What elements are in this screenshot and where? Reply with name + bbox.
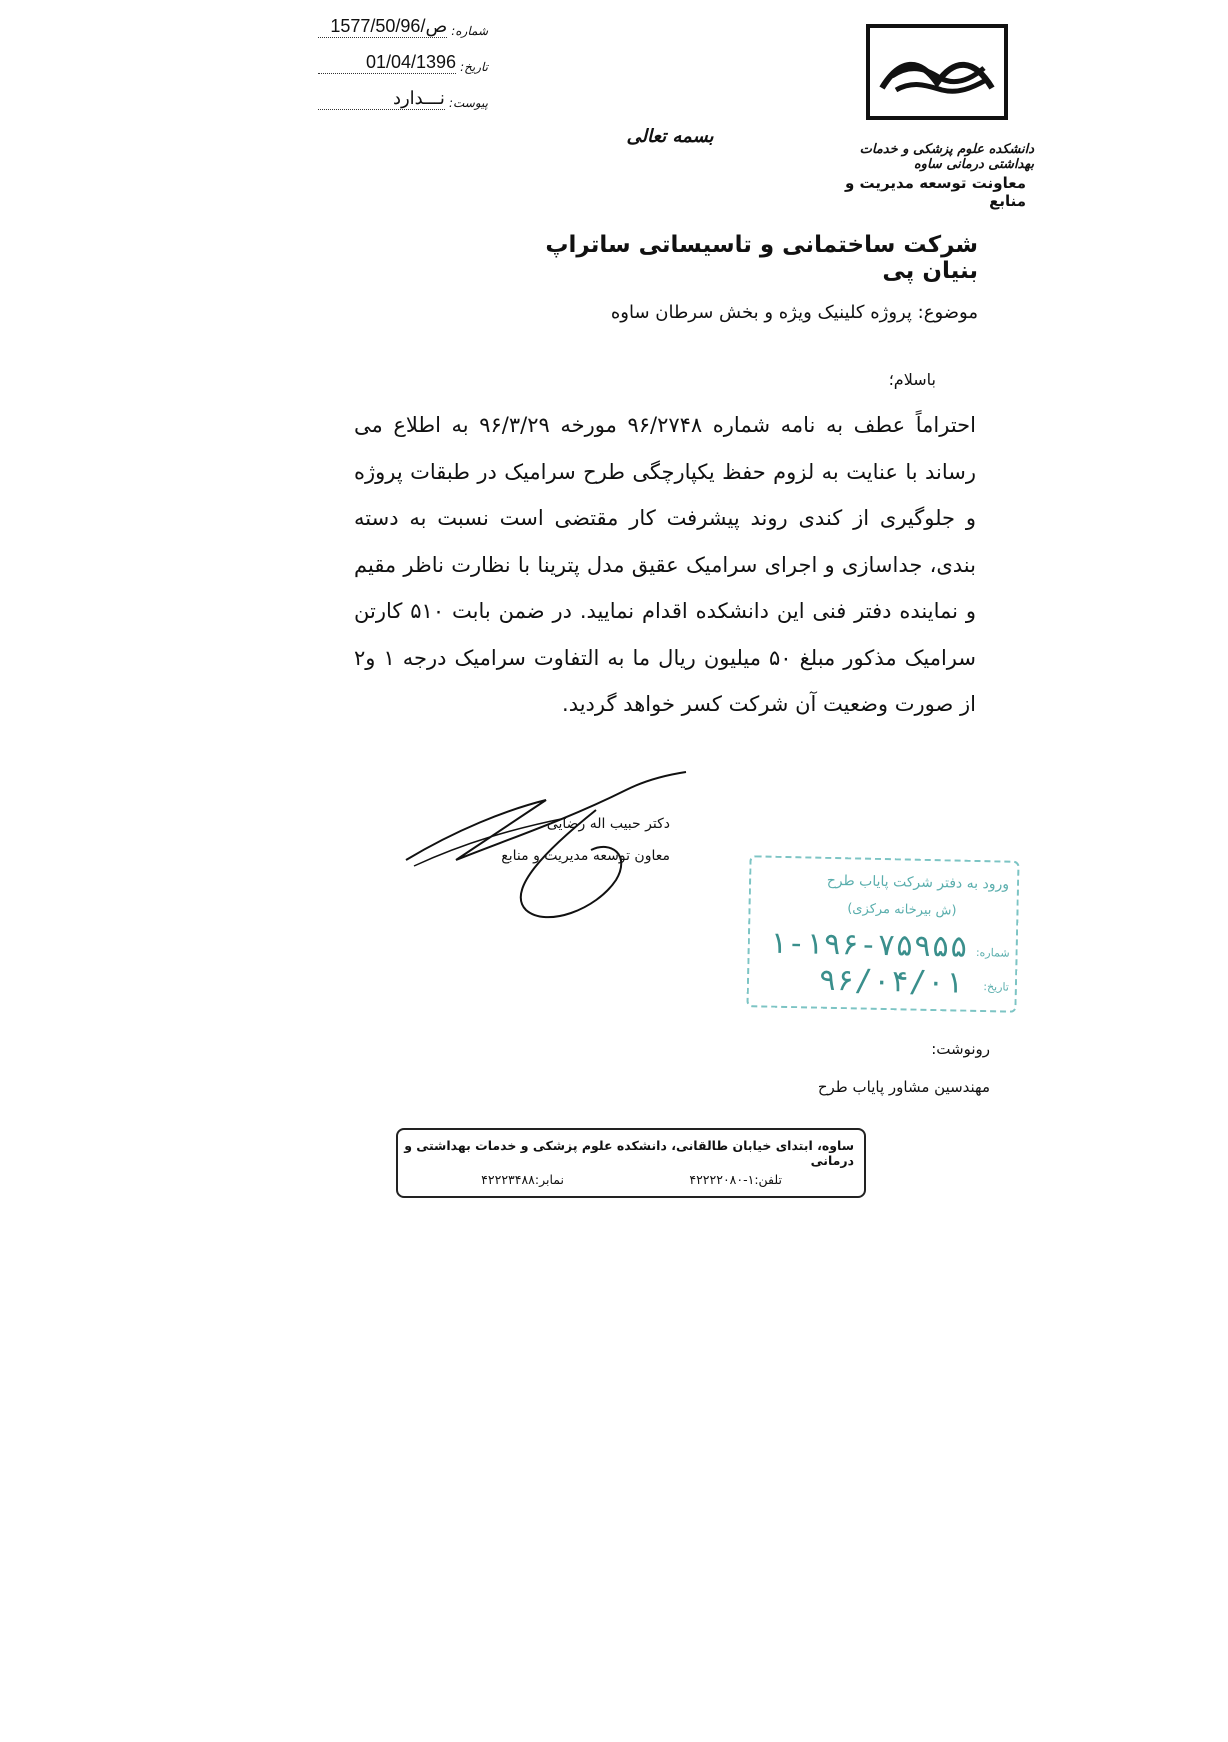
university-logo [866, 24, 1008, 120]
incoming-stamp [746, 855, 1019, 1013]
stamp-title: ورود به دفتر شرکت پایاب طرح [826, 872, 1010, 893]
letter-number-value: 1577/50/ص/96 [318, 16, 447, 38]
recipient: شرکت ساختمانی و تاسیساتی ساتراپ بنیان پی [545, 232, 978, 284]
stamp-subtitle: (ش بیرخانه مرکزی) [847, 901, 957, 919]
stamp-date-value: ۹۶/۰۴/۰۱ [818, 962, 964, 1001]
letter-date-label: تاریخ: [460, 60, 488, 74]
letter-body: احتراماً عطف به نامه شماره ۹۶/۲۷۴۸ مورخه ۹۶/۳/۲۹ به اطلاع می رساند با عنایت به لزوم حفظ یکپارچگی طرح سرامیک در طبقات پروژه و جلوگیری از کندی روند پیشرفت کار مقتضی است نسبت به دسته بندی، جداسازی و اجرای سرامیک عقیق مدل پترینا با نظارت ناظر مقیم و نماینده دفتر فنی این دانشکده اقدام نمایید. در ضمن بابت ۵۱۰ کارتن سرامیک مذکور مبلغ ۵۰ میلیون ریال ما به التفاوت سرامیک درجه ۱ و۲ از صورت وضعیت آن شرکت کسر خواهد گردید. [354, 413, 977, 716]
cc-recipient: مهندسین مشاور پایاب طرح [817, 1078, 990, 1096]
organization-subtitle: معاونت توسعه مدیریت و منابع [845, 174, 1026, 210]
cc-label: رونوشت: [931, 1040, 990, 1058]
subject-line: موضوع: پروژه کلینیک ویژه و بخش سرطان ساوه [610, 302, 978, 323]
attachment-value: نـــدارد [318, 88, 445, 110]
greeting: باسلام؛ [888, 370, 936, 389]
stamp-number-label: شماره: [975, 945, 1010, 960]
footer-fax: نمابر:۴۲۲۲۳۴۸۸ [481, 1172, 564, 1187]
attachment-label: پیوست: [448, 96, 488, 110]
letter-date-value: 01/04/1396 [318, 52, 456, 74]
stamp-date-label: تاریخ: [983, 980, 1010, 994]
footer-contact-box [396, 1128, 866, 1198]
letter-date-field [318, 52, 488, 74]
signer-title: معاون توسعه مدیریت و منابع [501, 848, 670, 864]
footer-phone: تلفن:۱-۴۲۲۲۲۰۸۰ [689, 1172, 782, 1187]
attachment-field [318, 88, 488, 110]
book-wave-icon [870, 28, 1004, 116]
stamp-number-value: ۱-۱۹۶-۷۵۹۵۵ [768, 925, 969, 965]
signer-name: دکتر حبیب اله رضایی [546, 816, 670, 832]
letter-number-field [318, 16, 488, 38]
footer-address: ساوه، ابتدای خیابان طالقانی، دانشکده علوم پزشکی و خدمات بهداشتی و درمانی [404, 1138, 854, 1168]
basmala: بسمه تعالی [626, 126, 714, 147]
organization-name: دانشکده علوم پزشکی و خدمات بهداشتی درمانی ساوه [859, 142, 1034, 172]
letter-number-label: شماره: [451, 24, 488, 38]
